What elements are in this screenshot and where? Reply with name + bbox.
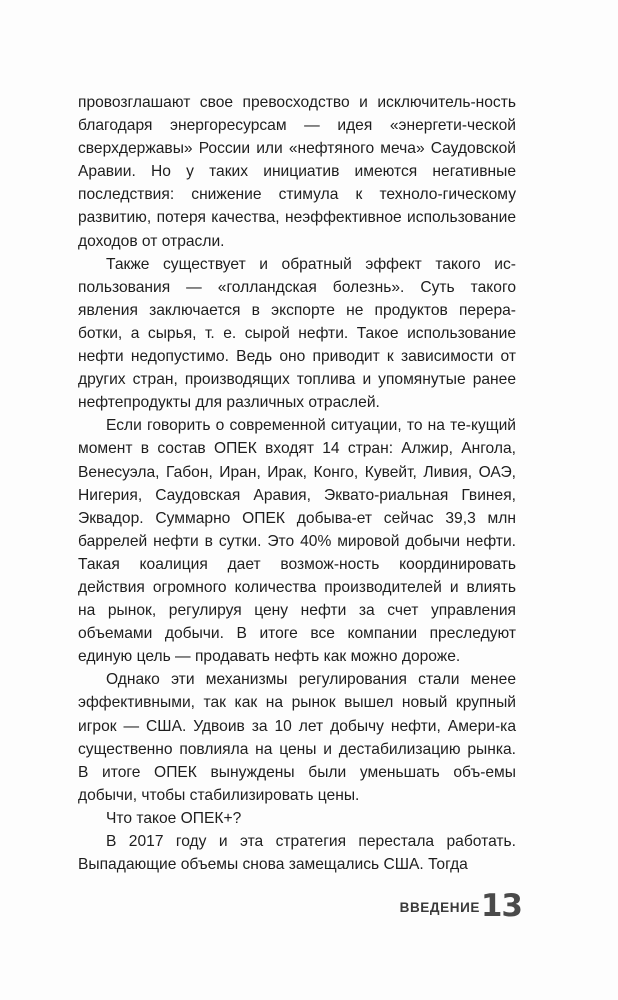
paragraph-question: Что такое ОПЕК+? [106, 809, 242, 827]
paragraph-usa-player: Однако эти механизмы регулирования стали менее эффективными, так как на рынок вышел новый крупный игрок — США. Удвоив за 10 лет добычу нефти, Амери-ка существенно повлияла на цены и дестабилизацию рынка. В итоге ОПЕК вынуждены были уменьшать объ-емы добычи, чтобы стабилизировать цены. [78, 671, 516, 804]
page-footer [0, 888, 618, 928]
paragraph-2017: В 2017 году и эта стратегия перестала работать. Выпадающие объемы снова замещались США. Тогда [78, 833, 516, 874]
paragraph-continuation: провозглашают свое превосходство и исключитель-ность благодаря энергоресурсам — идея «энергети-ческой сверхдержавы» России или «нефтяного меча» Саудовской Аравии. Но у таких инициатив имеются негативные последствия: снижение стимула к техноло-гическому развитию, потеря качества, неэффективное использование доходов от отрасли. [78, 94, 516, 250]
body-text [78, 91, 516, 876]
page-number: 13 [480, 888, 522, 924]
running-head: ВВЕДЕНИЕ [399, 900, 480, 915]
paragraph-opec-members: Если говорить о современной ситуации, то на те-кущий момент в состав ОПЕК входят 14 стран: Алжир, Ангола, Венесуэла, Габон, Иран, Ирак, Конго, Кувейт, Ливия, ОАЭ, Нигерия, Саудовская Аравия, Эквато-риальная Гвинея, Эквадор. Суммарно ОПЕК добыва-ет сейчас 39,3 млн баррелей нефти в сутки. Это 40% мировой добычи нефти. Такая коалиция дает возмож-ность координировать действия огромного количества производителей и влиять на рынок, регулируя цену нефти за счет управления объемами добычи. В итоге все компании преследуют единую цель — продавать нефть как можно дороже. [78, 417, 516, 666]
paragraph-dutch-disease: Также существует и обратный эффект такого ис-пользования — «голландская болезнь». Суть такого явления заключается в экспорте не продуктов перера-ботки, а сырья, т. е. сырой нефти. Такое использование нефти недопустимо. Ведь оно приводит к зависимости от других стран, производящих топлива и упомянутые ранее нефтепродукты для различных отраслей. [78, 255, 516, 412]
